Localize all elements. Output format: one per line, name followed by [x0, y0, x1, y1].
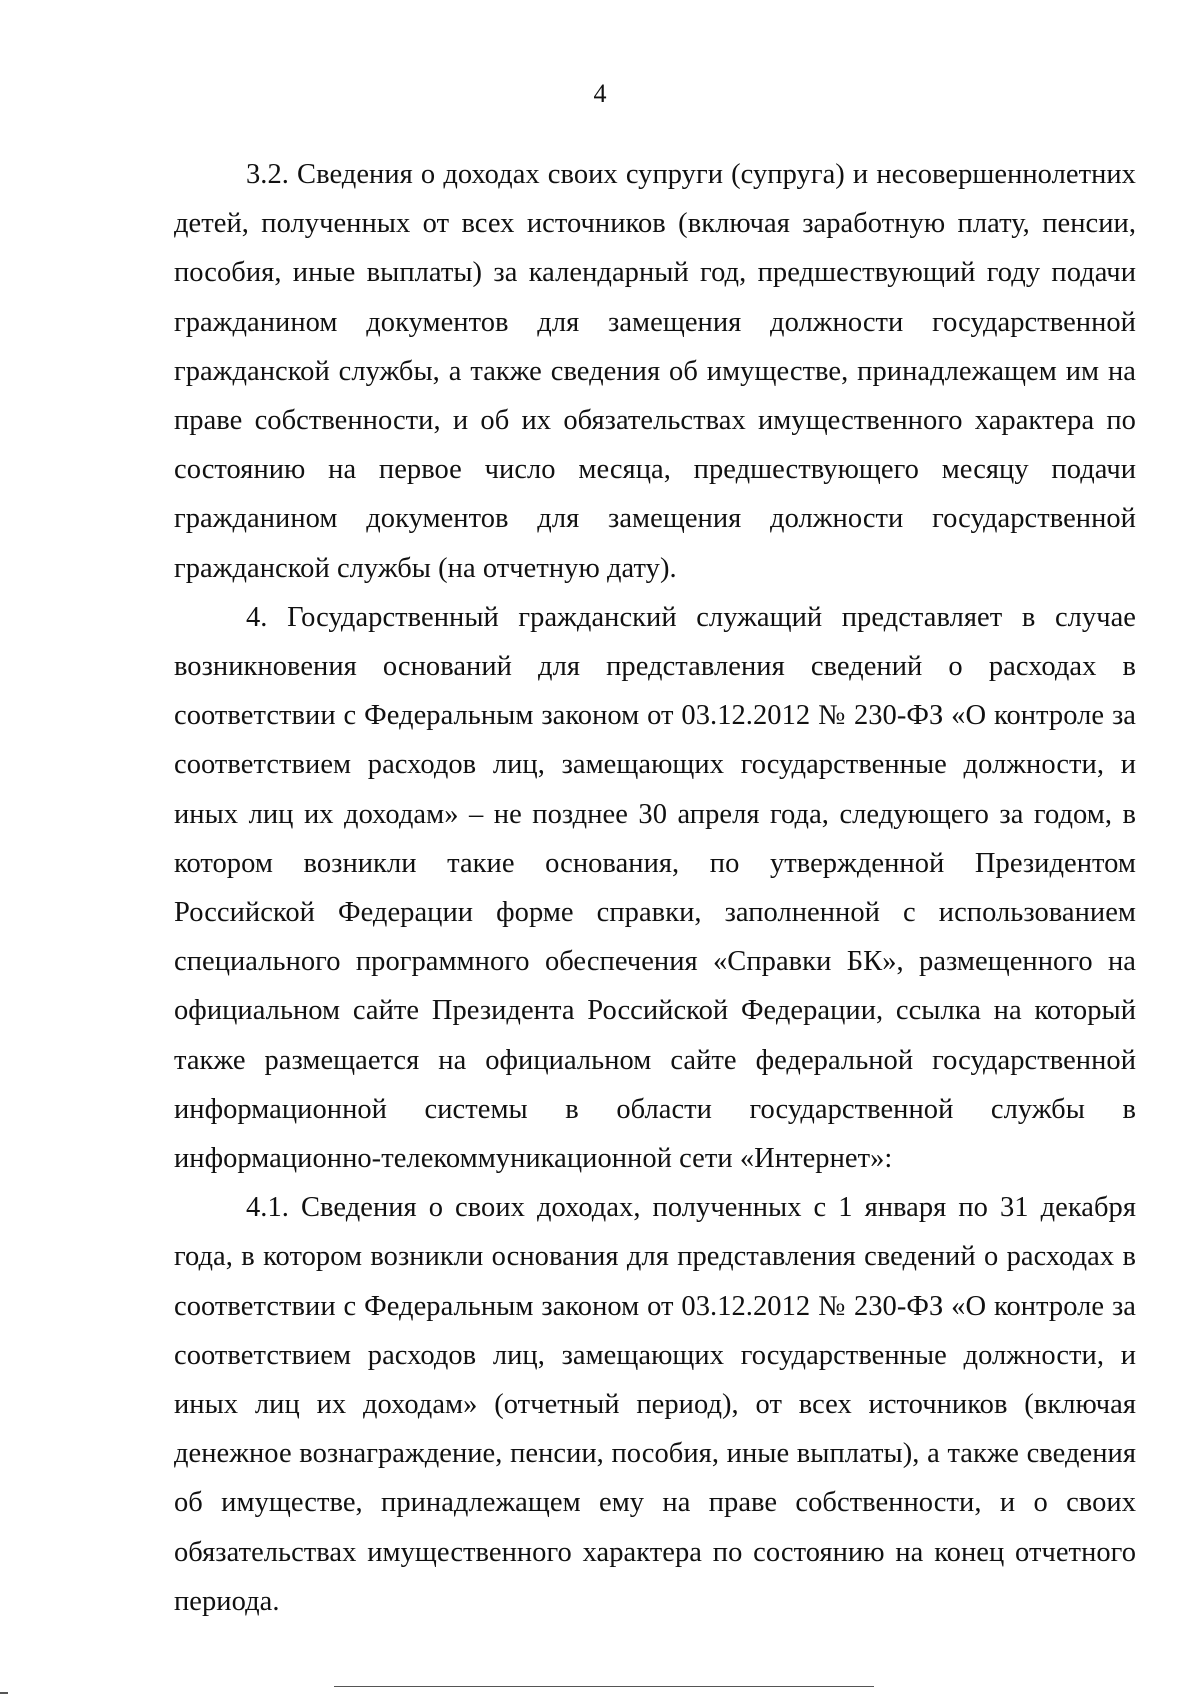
page-number: 4	[593, 79, 607, 108]
document-body	[174, 150, 1136, 1626]
paragraph-3-2: 3.2. Сведения о доходах своих супруги (супруга) и несовершеннолетних детей, полученных от всех источников (включая заработную плату, пенсии, пособия, иные выплаты) за календарный год, предшествующий году подачи гражданином документов для замещения должности государственной гражданской службы, а также сведения об имуществе, принадлежащем им на праве собственности, и об их обязательствах имущественного характера по состоянию на первое число месяца, предшествующего месяцу подачи гражданином документов для замещения должности государственной гражданской службы (на отчетную дату).	[174, 159, 1136, 584]
edge-mark	[0, 1692, 8, 1694]
paragraph-4: 4. Государственный гражданский служащий представляет в случае возникновения оснований для представления сведений о расходах в соответствии с Федеральным законом от 03.12.2012 № 230-ФЗ «О контроле за соответствием расходов лиц, замещающих государственные должности, и иных лиц их доходам» – не позднее 30 апреля года, следующего за годом, в котором возникли такие основания, по утвержденной Президентом Российской Федерации форме справки, заполненной с использованием специального программного обеспечения «Справки БК», размещенного на официальном сайте Президента Российской Федерации, ссылка на который также размещается на официальном сайте федеральной государственной информационной системы в области государственной службы в информационно-телекоммуникационной сети «Интернет»:	[174, 601, 1136, 1175]
footer-rule	[334, 1686, 874, 1687]
paragraph-4-1: 4.1. Сведения о своих доходах, полученных с 1 января по 31 декабря года, в котором возникли основания для представления сведений о расходах в соответствии с Федеральным законом от 03.12.2012 № 230-ФЗ «О контроле за соответствием расходов лиц, замещающих государственные должности, и иных лиц их доходам» (отчетный период), от всех источников (включая денежное вознаграждение, пенсии, пособия, иные выплаты), а также сведения об имуществе, принадлежащем ему на праве собственности, и о своих обязательствах имущественного характера по состоянию на конец отчетного периода.	[174, 1192, 1136, 1617]
